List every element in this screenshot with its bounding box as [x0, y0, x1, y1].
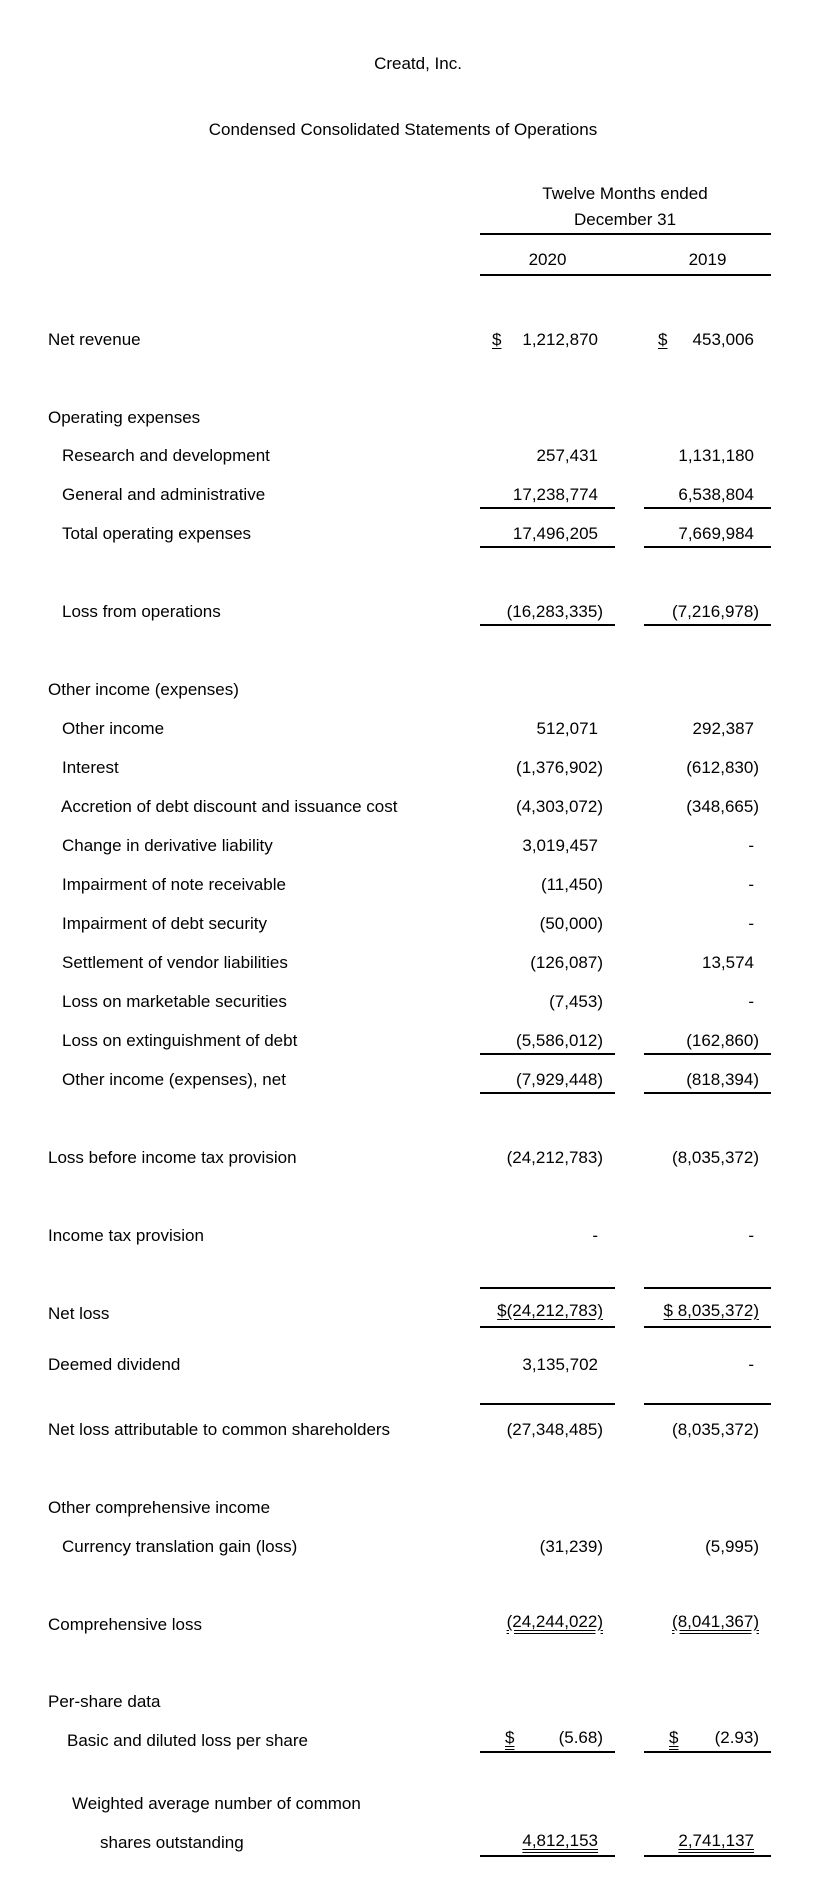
other-income-2019: 292,387 [692, 719, 754, 738]
total-opex-rule-2020 [480, 546, 615, 548]
net-loss-2019: $ 8,035,372) [663, 1301, 759, 1320]
interest-2020: (1,376,902) [516, 758, 603, 777]
derivative-liability-label: Change in derivative liability [62, 836, 273, 855]
vendor-liabilities-label: Settlement of vendor liabilities [62, 953, 288, 972]
per-share-heading: Per-share data [48, 1692, 161, 1711]
deemed-dividend-2020: 3,135,702 [522, 1355, 598, 1374]
extinguishment-2019: (162,860) [686, 1031, 759, 1050]
currency-translation-2019: (5,995) [705, 1537, 759, 1556]
net-revenue-label: Net revenue [48, 330, 141, 349]
ga-label: General and administrative [62, 485, 266, 504]
total-opex-2019: 7,669,984 [678, 524, 754, 543]
loss-ops-rule-2019 [644, 624, 771, 626]
loss-before-tax-label: Loss before income tax provision [48, 1148, 297, 1167]
ga-2020: 17,238,774 [512, 485, 598, 504]
period-header-line2: December 31 [573, 210, 677, 229]
weighted-average-2020: 4,812,153 [522, 1831, 598, 1850]
basic-diluted-rule-2019 [644, 1751, 771, 1753]
marketable-securities-2019: - [748, 992, 754, 1011]
vendor-liabilities-2020: (126,087) [530, 953, 603, 972]
currency-translation-label: Currency translation gain (loss) [62, 1537, 298, 1556]
income-tax-label: Income tax provision [48, 1226, 204, 1245]
derivative-liability-2020: 3,019,457 [522, 836, 598, 855]
comprehensive-loss-2019: (8,041,367) [672, 1612, 759, 1631]
other-income-2020: 512,071 [536, 719, 598, 738]
net-loss-bottom-rule-2020 [480, 1326, 615, 1328]
income-tax-2019: - [748, 1226, 754, 1245]
other-net-rule-2020 [480, 1092, 615, 1094]
net-revenue-2020: $ 1,212,870 [492, 330, 598, 349]
debt-security-label: Impairment of debt security [62, 914, 268, 933]
statement-title: Condensed Consolidated Statements of Operations [208, 120, 598, 139]
loss-from-operations-2020: (16,283,335) [506, 602, 603, 621]
comprehensive-loss-2020: (24,244,022) [506, 1612, 603, 1631]
weighted-rule-2020 [480, 1855, 615, 1857]
rd-label: Research and development [62, 446, 270, 465]
net-loss-common-2020: (27,348,485) [506, 1420, 603, 1439]
ga-rule-2019 [644, 507, 771, 509]
net-loss-2020: $(24,212,783) [497, 1301, 603, 1320]
currency-translation-2020: (31,239) [539, 1537, 603, 1556]
net-revenue-2019: $ 453,006 [658, 330, 754, 349]
net-loss-common-2019: (8,035,372) [672, 1420, 759, 1439]
deemed-dividend-label: Deemed dividend [48, 1355, 181, 1374]
net-loss-common-label: Net loss attributable to common shareholders [48, 1420, 391, 1439]
other-income-net-2020: (7,929,448) [516, 1070, 603, 1089]
deemed-dividend-2019: - [748, 1355, 754, 1374]
ga-2019: 6,538,804 [678, 485, 754, 504]
loss-from-operations-label: Loss from operations [62, 602, 221, 621]
loss-before-tax-2020: (24,212,783) [506, 1148, 603, 1167]
rd-2019: 1,131,180 [678, 446, 754, 465]
note-receivable-label: Impairment of note receivable [62, 875, 286, 894]
deemed-dividend-rule-2020 [480, 1403, 615, 1405]
other-income-label: Other income [62, 719, 165, 738]
marketable-securities-2020: (7,453) [549, 992, 603, 1011]
note-receivable-2020: (11,450) [540, 875, 603, 894]
basic-diluted-label: Basic and diluted loss per share [67, 1731, 308, 1750]
oci-heading: Other comprehensive income [48, 1498, 271, 1517]
accretion-2019: (348,665) [686, 797, 759, 816]
other-income-net-2019: (818,394) [686, 1070, 759, 1089]
header-rule [480, 233, 771, 235]
extinguishment-rule-2020 [480, 1053, 615, 1055]
net-loss-bottom-rule-2019 [644, 1326, 771, 1328]
weighted-rule-2019 [644, 1855, 771, 1857]
debt-security-2020: (50,000) [539, 914, 603, 933]
ga-rule-2020 [480, 507, 615, 509]
interest-2019: (612,830) [686, 758, 759, 777]
extinguishment-2020: (5,586,012) [516, 1031, 603, 1050]
net-loss-top-rule-2020 [480, 1287, 615, 1289]
basic-diluted-2019: $ (2.93) [669, 1728, 759, 1747]
company-name: Creatd, Inc. [374, 54, 462, 73]
comprehensive-loss-label: Comprehensive loss [48, 1615, 203, 1634]
debt-security-2019: - [748, 914, 754, 933]
accretion-label: Accretion of debt discount and issuance cost [61, 797, 398, 816]
interest-label: Interest [62, 758, 119, 777]
extinguishment-label: Loss on extinguishment of debt [62, 1031, 298, 1050]
basic-diluted-2020: $ (5.68) [505, 1728, 603, 1747]
loss-from-operations-2019: (7,216,978) [672, 602, 759, 621]
rd-2020: 257,431 [536, 446, 598, 465]
period-header-line1: Twelve Months ended [542, 184, 708, 203]
derivative-liability-2019: - [748, 836, 754, 855]
vendor-liabilities-2019: 13,574 [702, 953, 754, 972]
total-opex-2020: 17,496,205 [512, 524, 598, 543]
year-2019-header: 2019 [688, 250, 727, 269]
loss-ops-rule-2020 [480, 624, 615, 626]
marketable-securities-label: Loss on marketable securities [62, 992, 287, 1011]
income-tax-2020: - [592, 1226, 598, 1245]
other-income-net-label: Other income (expenses), net [62, 1070, 286, 1089]
year-2020-header: 2020 [528, 250, 567, 269]
other-net-rule-2019 [644, 1092, 771, 1094]
operating-expenses-heading: Operating expenses [48, 408, 201, 427]
net-loss-top-rule-2019 [644, 1287, 771, 1289]
basic-diluted-rule-2020 [480, 1751, 615, 1753]
weighted-average-2019: 2,741,137 [678, 1831, 754, 1850]
other-income-heading: Other income (expenses) [48, 680, 239, 699]
extinguishment-rule-2019 [644, 1053, 771, 1055]
loss-before-tax-2019: (8,035,372) [672, 1148, 759, 1167]
note-receivable-2019: - [748, 875, 754, 894]
weighted-average-label-line1: Weighted average number of common [72, 1794, 361, 1813]
accretion-2020: (4,303,072) [516, 797, 603, 816]
net-loss-label: Net loss [48, 1304, 110, 1323]
year-header-rule [480, 274, 771, 276]
total-opex-label: Total operating expenses [62, 524, 252, 543]
total-opex-rule-2019 [644, 546, 771, 548]
weighted-average-label-line2: shares outstanding [100, 1833, 244, 1852]
deemed-dividend-rule-2019 [644, 1403, 771, 1405]
